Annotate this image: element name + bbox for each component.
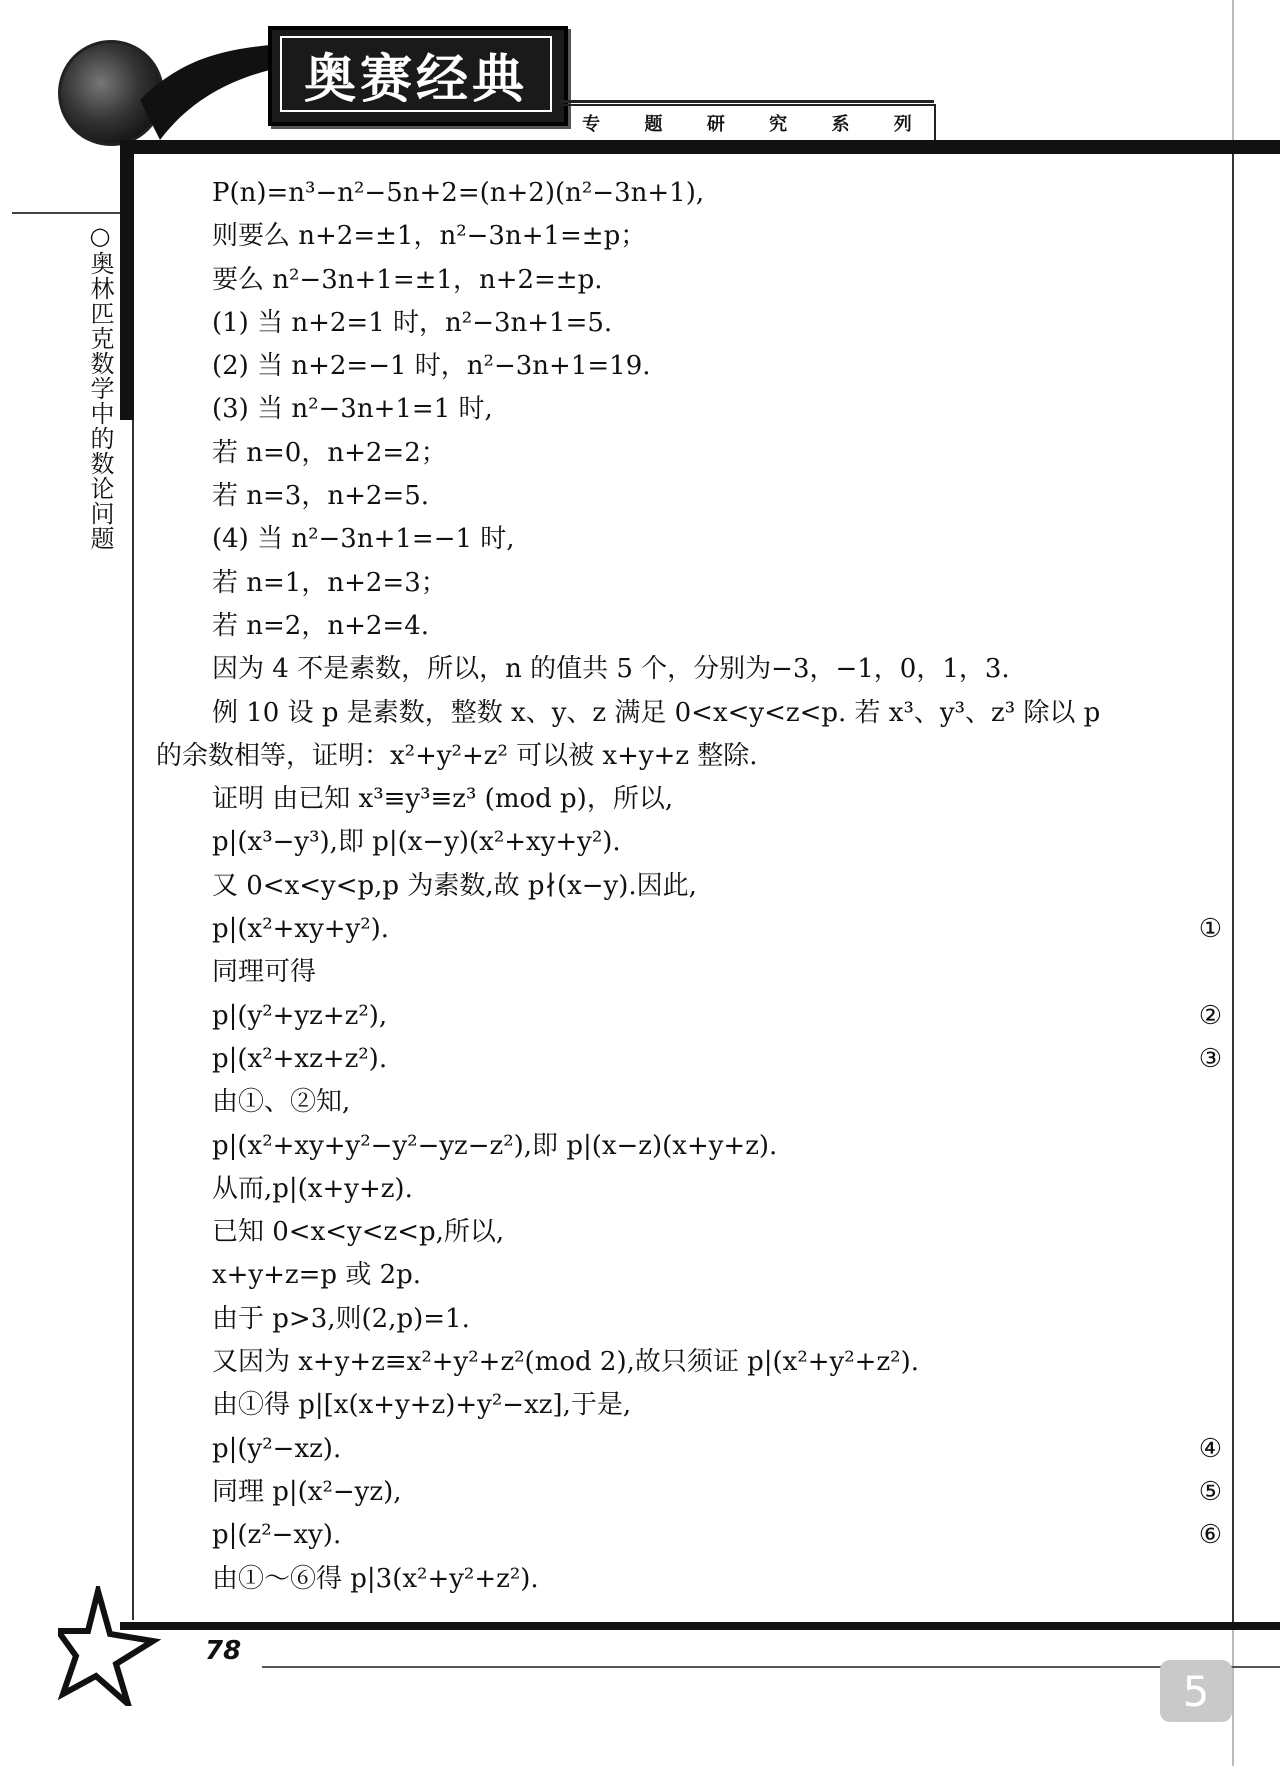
text-line: [212, 475, 1222, 518]
text-line: [212, 1254, 1222, 1297]
header-rule: [560, 100, 934, 103]
line-text: 的余数相等，证明：x²+y²+z² 可以被 x+y+z 整除.: [156, 740, 758, 771]
line-text: 若 n=2，n+2=4.: [212, 610, 430, 641]
frame-left-bar: [120, 140, 134, 420]
text-line: [212, 1514, 1222, 1557]
equation-marker: ⑤: [1198, 1476, 1222, 1507]
text-line: [212, 388, 1222, 431]
text-line: [212, 302, 1222, 345]
series-char: 系: [831, 114, 850, 135]
text-line: [212, 1558, 1222, 1601]
equation-marker: ③: [1198, 1043, 1222, 1074]
line-text: 则要么 n+2=±1，n²−3n+1=±p；: [212, 221, 647, 252]
text-line: [212, 865, 1222, 908]
line-text: 若 n=0，n+2=2；: [212, 437, 447, 468]
footer-rule: [262, 1666, 1280, 1668]
line-text: 由①得 p|[x(x+y+z)+y²−xz],于是,: [212, 1390, 632, 1421]
text-line: [212, 1298, 1222, 1341]
text-line: [212, 518, 1222, 561]
line-text: 同理可得: [212, 957, 317, 988]
text-line: [212, 562, 1222, 605]
text-line: [212, 345, 1222, 388]
star-icon: [58, 1586, 178, 1706]
book-title-vertical: ○奥林匹克数学中的数论问题: [86, 222, 114, 551]
equation-marker: ⑥: [1198, 1520, 1222, 1551]
line-text: 由①、②知,: [212, 1087, 351, 1118]
page-number: 78: [205, 1636, 242, 1666]
text-line: [212, 1428, 1222, 1471]
page-badge: 5: [1160, 1660, 1232, 1722]
line-text: 从而,p|(x+y+z).: [212, 1173, 413, 1204]
line-text: P(n)=n³−n²−5n+2=(n+2)(n²−3n+1),: [212, 178, 705, 208]
page-content: [156, 172, 1222, 1601]
line-text: p|(z²−xy).: [212, 1520, 342, 1551]
line-text: p|(x³−y³),即 p|(x−y)(x²+xy+y²).: [212, 827, 621, 858]
text-line: [212, 1211, 1222, 1254]
line-text: 由于 p>3,则(2,p)=1.: [212, 1303, 470, 1334]
line-text: p|(x²+xz+z²).: [212, 1043, 388, 1074]
series-char: 题: [644, 114, 663, 135]
line-text: 由①～⑥得 p|3(x²+y²+z²).: [212, 1563, 539, 1594]
line-text: p|(y²+yz+z²),: [212, 1000, 388, 1031]
sidebar-rule: [12, 212, 120, 214]
text-line: [212, 259, 1222, 302]
line-text: 证明 由已知 x³≡y³≡z³ (mod p)，所以,: [212, 784, 674, 815]
series-char: 专: [582, 114, 601, 135]
line-text: 又 0<x<y<p,p 为素数,故 p∤(x−y).因此,: [212, 870, 697, 901]
series-label: [560, 104, 936, 140]
text-line: [212, 821, 1222, 864]
line-text: 又因为 x+y+z≡x²+y²+z²(mod 2),故只须证 p|(x²+y²+z²).: [212, 1347, 919, 1378]
swoosh-logo-icon: [140, 40, 270, 150]
equation-marker: ④: [1198, 1433, 1222, 1464]
equation-marker: ②: [1198, 1000, 1222, 1031]
line-text: p|(x²+xy+y²).: [212, 914, 390, 945]
text-line: [212, 908, 1222, 951]
frame-top-bar: [120, 140, 1280, 154]
frame-right-rule: [1232, 154, 1234, 1624]
series-char: 研: [706, 114, 725, 135]
text-line: [212, 605, 1222, 648]
text-line: [212, 778, 1222, 821]
line-text: x+y+z=p 或 2p.: [212, 1260, 422, 1291]
text-line: [212, 951, 1222, 994]
line-text: (1) 当 n+2=1 时，n²−3n+1=5.: [212, 307, 613, 338]
line-text: 若 n=3，n+2=5.: [212, 481, 430, 512]
text-line: [212, 1081, 1222, 1124]
line-text: p|(y²−xz).: [212, 1433, 342, 1464]
line-text: 若 n=1，n+2=3；: [212, 567, 447, 598]
line-text: p|(x²+xy+y²−y²−yz−z²),即 p|(x−z)(x+y+z).: [212, 1130, 778, 1161]
equation-marker: ①: [1198, 914, 1222, 945]
line-text: (4) 当 n²−3n+1=−1 时,: [212, 524, 515, 555]
text-line: [212, 692, 1222, 735]
text-line: [156, 735, 1222, 778]
series-char: 究: [769, 114, 788, 135]
text-line: [212, 1168, 1222, 1211]
text-line: [212, 995, 1222, 1038]
text-line: [212, 215, 1222, 258]
text-line: [212, 432, 1222, 475]
text-line: [212, 1384, 1222, 1427]
line-text: (2) 当 n+2=−1 时，n²−3n+1=19.: [212, 351, 651, 382]
text-line: [212, 1471, 1222, 1514]
line-text: 要么 n²−3n+1=±1，n+2=±p.: [212, 264, 603, 295]
line-text: 因为 4 不是素数，所以，n 的值共 5 个，分别为−3，−1，0，1，3.: [212, 654, 1010, 685]
line-text: 已知 0<x<y<z<p,所以,: [212, 1217, 505, 1248]
frame-bottom-bar: [120, 1622, 1280, 1630]
line-text: (3) 当 n²−3n+1=1 时,: [212, 394, 493, 425]
brand-title: 奥赛经典: [280, 36, 552, 112]
text-line: [212, 1125, 1222, 1168]
text-line: [212, 1341, 1222, 1384]
frame-left-rule: [132, 420, 134, 1620]
text-line: [212, 1038, 1222, 1081]
line-text: 例 10 设 p 是素数，整数 x、y、z 满足 0<x<y<z<p. 若 x³、y³、z³ 除以 p: [212, 697, 1101, 728]
text-line: [212, 648, 1222, 691]
line-text: 同理 p|(x²−yz),: [212, 1476, 402, 1507]
series-char: 列: [893, 114, 912, 135]
text-line: [212, 172, 1222, 215]
